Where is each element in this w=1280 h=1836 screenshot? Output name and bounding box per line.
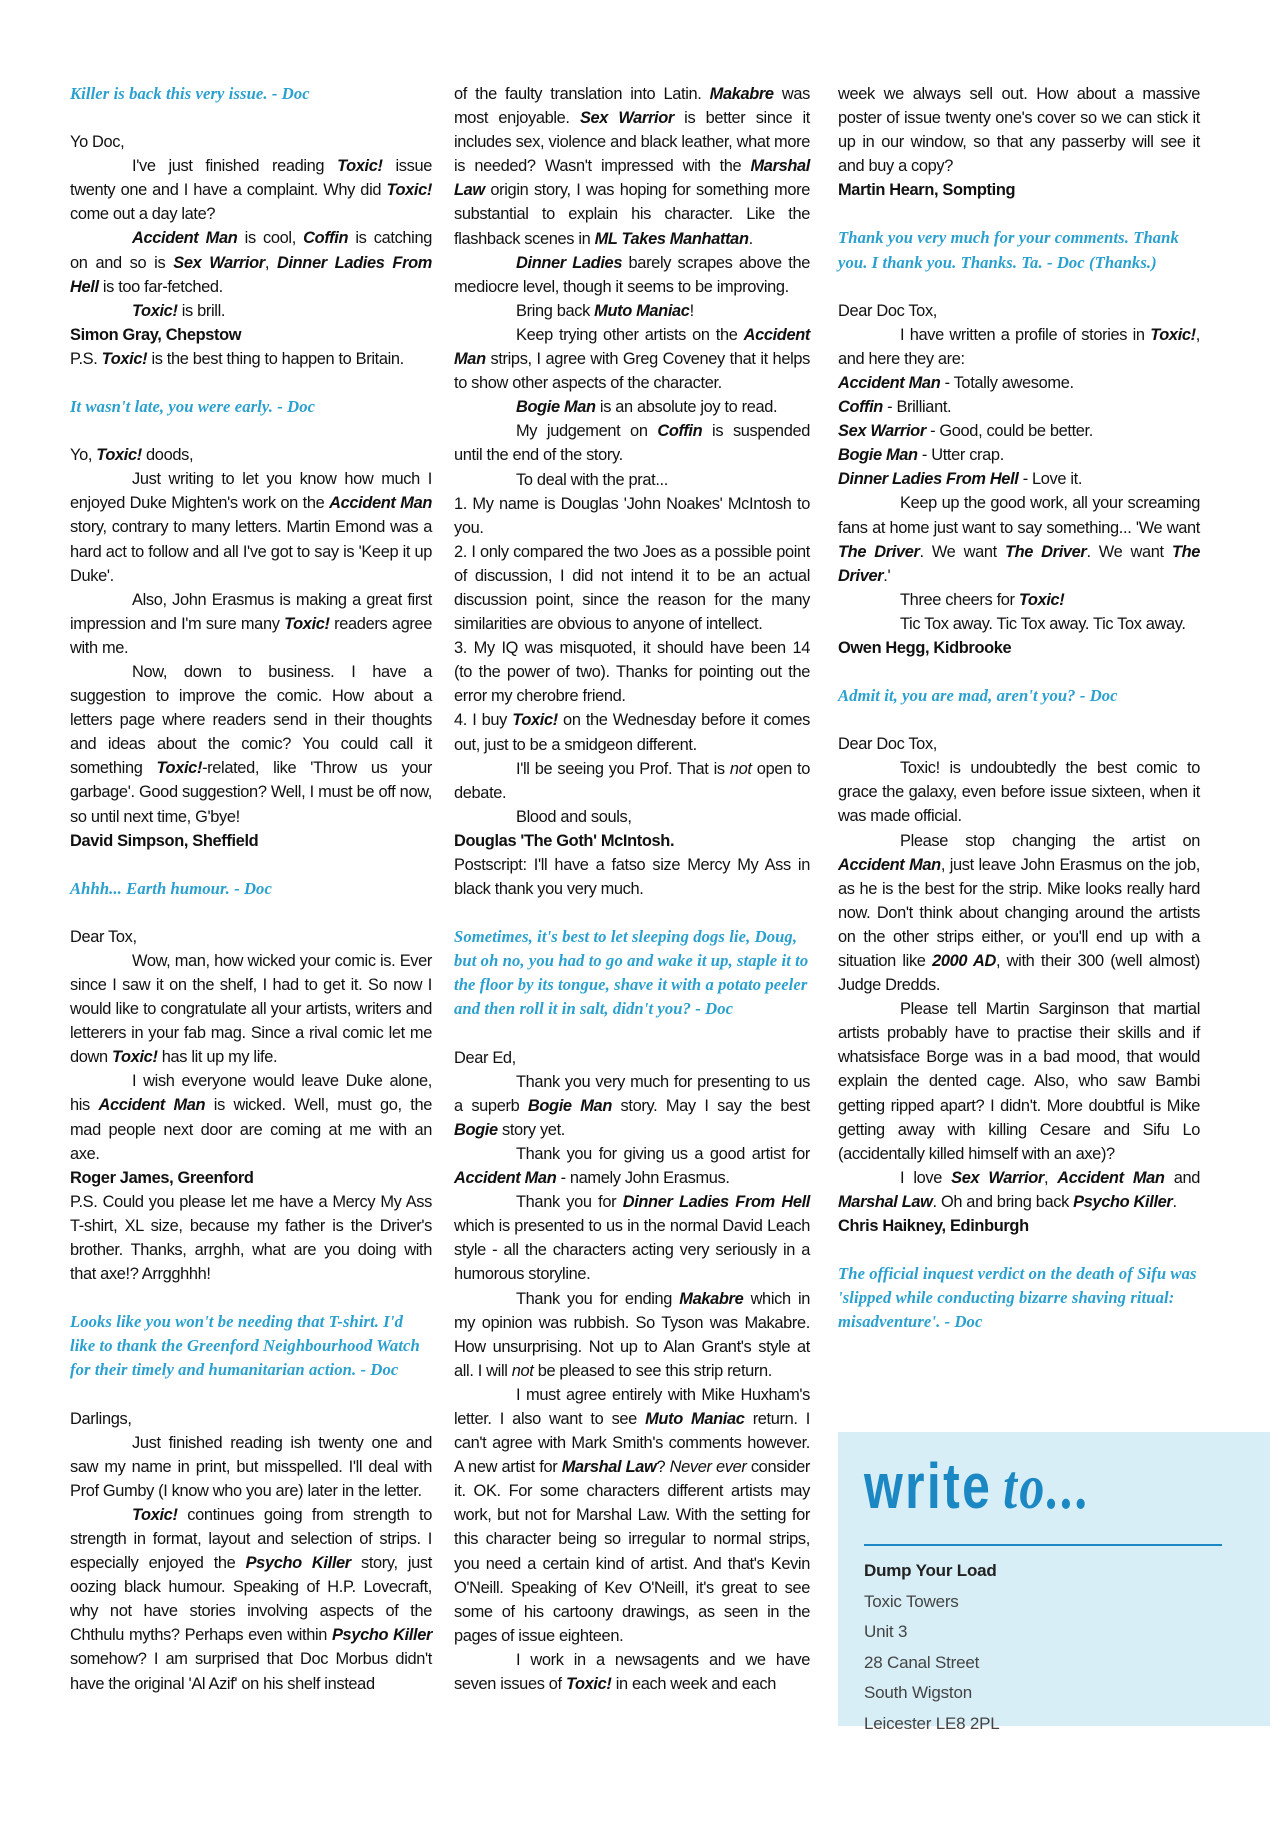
letter-paragraph: Thank you for giving us a good artist for Accident Man - namely John Erasmus. [454,1144,810,1188]
salutation: Dear Tox, [70,927,137,946]
rating-line: Sex Warrior - Good, could be better. [838,422,1093,441]
salutation: Dear Doc Tox, [838,301,937,320]
signature: Chris Haikney, Edinburgh [838,1217,1029,1236]
address-heading: Dump Your Load [864,1561,997,1580]
address-line: Toxic Towers [864,1591,959,1611]
rating-line: Bogie Man - Utter crap. [838,446,1004,465]
address-line: Unit 3 [864,1622,908,1641]
editor-reply: Looks like you won't be needing that T-shirt. I'd like to thank the Greenford Neighbourhood Watch for their timely and humanitarian action. - Doc [70,1312,420,1380]
letter-paragraph: I'll be seeing you Prof. That is not open to debate. [454,759,810,802]
letter-paragraph: Please stop changing the artist on Accident Man, just leave John Erasmus on the job, as he is the best for the strip. Mike looks really hard now. Don't think about changing around the artists on the other strips either, or you'll end up with a situation like 2000 AD, with their 300 (well almost) Judge Dredds. [838,831,1201,995]
write-to-title: write to... [864,1450,1092,1522]
letter-simon-gray [70,130,432,371]
editor-reply: Ahhh... Earth humour. - Doc [70,878,272,898]
signature: Martin Hearn, Sompting [838,181,1016,200]
letter-paragraph: Also, John Erasmus is making a great first impression and I'm sure many Toxic! readers agree with me. [70,590,432,657]
rating-line: Accident Man - Totally awesome. [838,373,1074,392]
letter-paragraph: I must agree entirely with Mike Huxham's letter. I also want to see Muto Maniac return. I can't agree with Mark Smith's comments however. A new artist for Marshal Law? Never ever consider it. OK. For some characters different artists may work, but not for Marshal Law. With the setting for this character being so irregular to normal strips, you need a certain kind of artist. And that's Kevin O'Neill. Speaking of Kev O'Neill, it's great to see some of his cartoony drawings, as seen in the pages of issue eighteen. [454,1385,810,1645]
numbered-point: 2. I only compared the two Joes as a possible point of discussion, I did not intend it to be an actual discussion point, since the reason for the many similarities are obvious to anyone of intellect. [454,542,810,634]
signature: David Simpson, Sheffield [70,831,259,850]
editor-reply: Killer is back this very issue. - Doc [70,84,310,103]
rating-line: Dinner Ladies From Hell - Love it. [838,470,1083,489]
letter-paragraph: Tic Tox away. Tic Tox away. Tic Tox away. [900,614,1186,633]
letter-paragraph: Toxic! is undoubtedly the best comic to grace the galaxy, even before issue sixteen, when it was made official. [838,759,1200,826]
letter-owen-hegg [838,299,1200,660]
address-line: 28 Canal Street [864,1652,980,1672]
letter-paragraph: Dinner Ladies barely scrapes above the mediocre level, though it seems to be improving. [454,253,810,296]
letter-paragraph: My judgement on Coffin is suspended until the end of the story. [454,422,810,465]
rating-line: Coffin - Brilliant. [838,398,952,417]
salutation: Yo, Toxic! doods, [70,446,194,465]
letter-paragraph: Thank you for Dinner Ladies From Hell which is presented to us in the normal David Leach style - all the characters acting very seriously in a humorous storyline. [454,1193,811,1284]
numbered-point: 3. My IQ was misquoted, it should have been 14 (to the power of two). Thanks for pointing out the error my cherobre friend. [454,639,810,706]
salutation: Darlings, [70,1409,132,1428]
letter-paragraph: Please tell Martin Sarginson that martial artists probably have to practise their skills and if whatsisface Borge was in a bad mood, that would explain the dented cage. Also, who saw Bambi getting ripped apart? I didn't. More doubtful is Mike getting away with killing Cesare and Sifu Lo (accidentally killed himself with an axe)? [838,1000,1200,1163]
letter-paragraph: Just writing to let you know how much I enjoyed Duke Mighten's work on the Accident Man story, contrary to many letters. Martin Emond was a hard act to follow and all I've got to say is 'Keep it up Duke'. [70,470,432,585]
postscript: Postscript: I'll have a fatso size Mercy My Ass in black thank you very much. [454,856,810,899]
numbered-point: 1. My name is Douglas 'John Noakes' McIntosh to you. [454,494,810,537]
letter-paragraph: Thank you for ending Makabre which in my opinion was rubbish. So Tyson was Makabre. How unsurprising. Not up to Alan Grant's style at all. I will not be pleased to see this strip return. [454,1289,811,1380]
letter-dear-ed [454,1046,810,1697]
salutation: Dear Doc Tox, [838,735,937,754]
letter-paragraph: of the faulty translation into Latin. Makabre was most enjoyable. Sex Warrior is better since it includes sex, violence and black leather, what more is needed? Wasn't impressed with the Marshal Law origin story, I was hoping for something more substantial to explain his character. Like the flashback scenes in ML Takes Manhattan. [454,85,811,248]
editor-reply: It wasn't late, you were early. - Doc [70,397,316,417]
letter-paragraph: To deal with the prat... [516,470,668,489]
letter-paragraph: Bring back Muto Maniac! [516,301,694,320]
column-1 [70,82,432,1720]
editor-reply: The official inquest verdict on the death of Sifu was 'slipped while conducting bizarre shaving ritual: misadventure'. - Doc [838,1264,1197,1332]
signature: Roger James, Greenford [70,1168,254,1187]
letter-douglas-mcintosh [454,82,810,901]
column-2 [454,82,810,1720]
editor-reply: Admit it, you are mad, aren't you? - Doc [838,686,1118,706]
letter-martin-hearn [838,82,1200,202]
signature: Douglas 'The Goth' McIntosh. [454,831,675,850]
letter-paragraph: I love Sex Warrior, Accident Man and Marshal Law. Oh and bring back Psycho Killer. [838,1168,1201,1211]
letter-paragraph: Bogie Man is an absolute joy to read. [516,398,778,417]
letter-paragraph: week we always sell out. How about a massive poster of issue twenty one's cover so we can stick it up in our window, so that any passerby will see it and buy a copy? [838,85,1200,176]
letter-david-simpson [70,443,432,853]
letter-paragraph: I've just finished reading Toxic! issue twenty one and I have a complaint. Why did Toxic! come out a day late? [70,157,432,224]
salutation: Dear Ed, [454,1048,516,1067]
letter-paragraph: I have written a profile of stories in Toxic!, and here they are: [838,325,1200,368]
address-line: South Wigston [864,1683,972,1702]
numbered-point: 4. I buy Toxic! on the Wednesday before it comes out, just to be a smidgeon different. [454,711,810,754]
mailing-address [864,1556,1000,1739]
address-line: Leicester LE8 2PL [864,1713,1000,1733]
letter-chris-haikney [838,732,1200,1238]
letter-paragraph: Thank you very much for presenting to us a superb Bogie Man story. May I say the best Bogie story yet. [454,1072,810,1139]
letter-paragraph: Keep up the good work, all your screaming fans at home just want to say something... 'We want The Driver. We want The Driver. We want The Driver.' [838,494,1200,585]
letter-roger-james [70,925,432,1286]
column-3 [838,82,1200,1358]
letter-paragraph: I work in a newsagents and we have seven issues of Toxic! in each week and each [454,1650,810,1693]
postscript: P.S. Could you please let me have a Mercy My Ass T-shirt, XL size, because my father is the Driver's brother. Thanks, arrghh, what are you doing with that axe!? Arrgghhh! [70,1192,432,1284]
postscript: P.S. Toxic! is the best thing to happen to Britain. [70,349,404,368]
letter-paragraph: Keep trying other artists on the Accident Man strips, I agree with Greg Coveney that it helps to show other aspects of the character. [454,325,810,393]
divider [864,1544,1222,1546]
letter-paragraph: Three cheers for Toxic! [900,590,1065,609]
letter-paragraph: Wow, man, how wicked your comic is. Ever since I saw it on the shelf, I had to get it. So now I would like to congratulate all your artists, writers and letterers in your fab mag. Since a rival comic let me down Toxic! has lit up my life. [70,951,432,1067]
letter-paragraph: Just finished reading ish twenty one and saw my name in print, but misspelled. I'll deal with Prof Gumby (I know who you are) later in the letter. [70,1433,432,1500]
letter-darlings [70,1407,432,1696]
letter-paragraph: Toxic! continues going from strength to strength in format, layout and selection of strips. I especially enjoyed the Psycho Killer story, just oozing black humour. Speaking of H.P. Lovecraft, why not have stories involving aspects of the Chthulu myths? Perhaps even within Psycho Killer somehow? I am surprised that Doc Morbus didn't have the original 'Al Azif' on his shelf instead [70,1505,432,1693]
letter-paragraph: I wish everyone would leave Duke alone, his Accident Man is wicked. Well, must go, the mad people next door are coming at me with an axe. [70,1072,432,1163]
letter-paragraph: Now, down to business. I have a suggestion to improve the comic. How about a letters page where readers send in their thoughts and ideas about the comic? You could call it something Toxic!-related, like 'Throw us your garbage'. Good suggestion? Well, I must be off now, so until next time, G'bye! [70,662,432,826]
editor-reply: Thank you very much for your comments. Thank you. I thank you. Thanks. Ta. - Doc (Thanks.) [838,228,1179,272]
signature: Simon Gray, Chepstow [70,325,242,344]
editor-reply: Sometimes, it's best to let sleeping dogs lie, Doug, but oh no, you had to go and wake it up, staple it to the floor by its tongue, shave it with a potato peeler and then roll it in salt, didn't you? - Doc [454,927,809,1019]
letter-paragraph: Accident Man is cool, Coffin is catching on and so is Sex Warrior, Dinner Ladies From Hell is too far-fetched. [70,229,432,296]
salutation: Yo Doc, [70,133,125,152]
letter-paragraph: Toxic! is brill. [132,301,226,320]
signature: Owen Hegg, Kidbrooke [838,638,1012,657]
write-to-box [838,1432,1270,1733]
letter-paragraph: Blood and souls, [516,807,632,826]
